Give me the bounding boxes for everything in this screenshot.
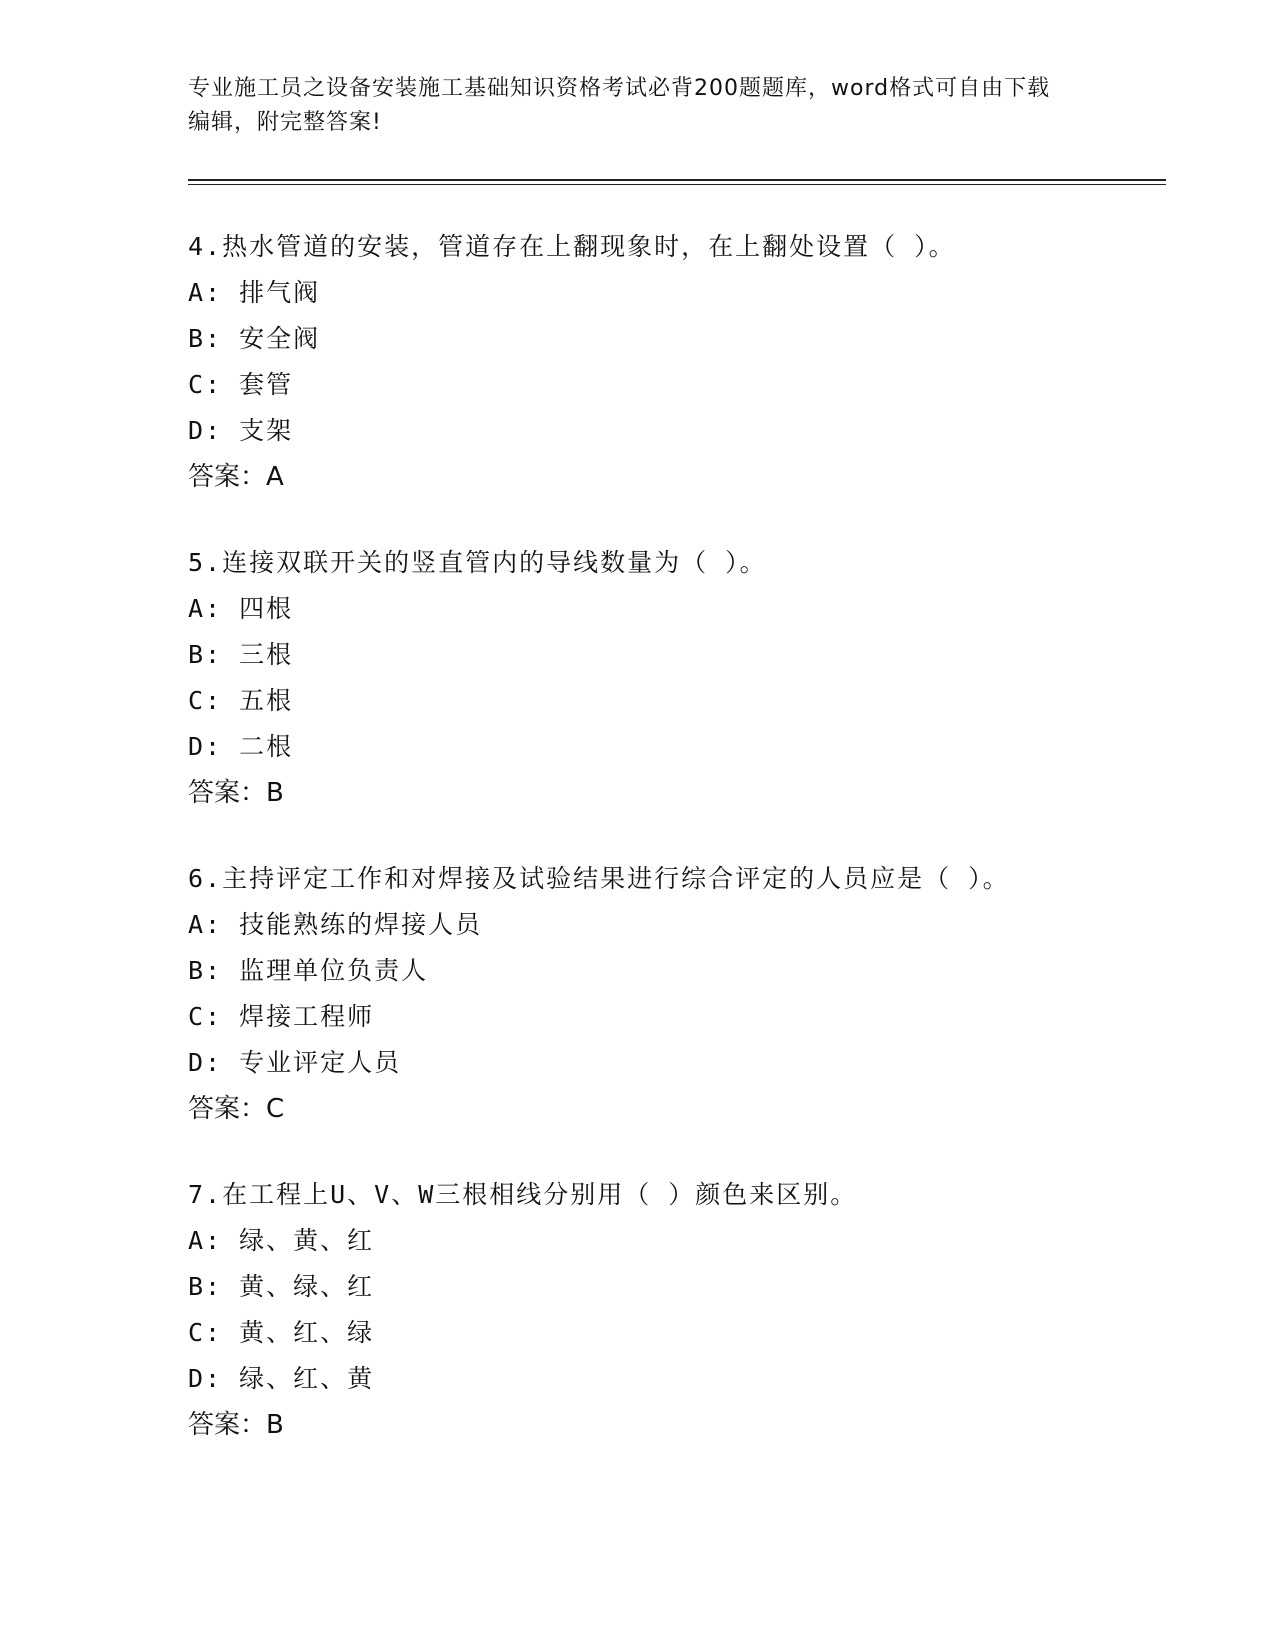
option-b: B: 监理单位负责人 [188,956,429,985]
option-a: A: 四根 [188,594,294,623]
header-rule-thin [188,184,1166,185]
answer: 答案：A [188,462,284,492]
option-c: C: 套管 [188,370,294,399]
question-stem: 6.主持评定工作和对焊接及试验结果进行综合评定的人员应是（ ）。 [188,864,1010,893]
answer: 答案：B [188,1410,284,1440]
question-stem: 4.热水管道的安装，管道存在上翻现象时，在上翻处设置（ ）。 [188,232,956,261]
question-stem: 5.连接双联开关的竖直管内的导线数量为（ ）。 [188,548,767,577]
option-b: B: 安全阀 [188,324,321,353]
option-d: D: 二根 [188,732,294,761]
document-header: 专业施工员之设备安装施工基础知识资格考试必背200题题库，word格式可自由下载编辑，附完整答案! [188,76,1051,135]
question-4 [188,224,1148,500]
option-a: A: 绿、黄、红 [188,1226,375,1255]
question-stem: 7.在工程上U、V、W三根相线分别用（ ）颜色来区别。 [188,1180,858,1209]
option-b: B: 黄、绿、红 [188,1272,375,1301]
option-c: C: 五根 [188,686,294,715]
option-c: C: 焊接工程师 [188,1002,375,1031]
option-d: D: 绿、红、黄 [188,1364,375,1393]
option-d: D: 支架 [188,416,294,445]
question-7 [188,1172,1148,1448]
answer: 答案：C [188,1094,285,1124]
option-a: A: 技能熟练的焊接人员 [188,910,483,939]
option-a: A: 排气阀 [188,278,321,307]
option-b: B: 三根 [188,640,294,669]
answer: 答案：B [188,778,284,808]
option-c: C: 黄、红、绿 [188,1318,375,1347]
question-6 [188,856,1148,1132]
option-d: D: 专业评定人员 [188,1048,402,1077]
header-rule-thick [188,179,1166,181]
question-5 [188,540,1148,816]
